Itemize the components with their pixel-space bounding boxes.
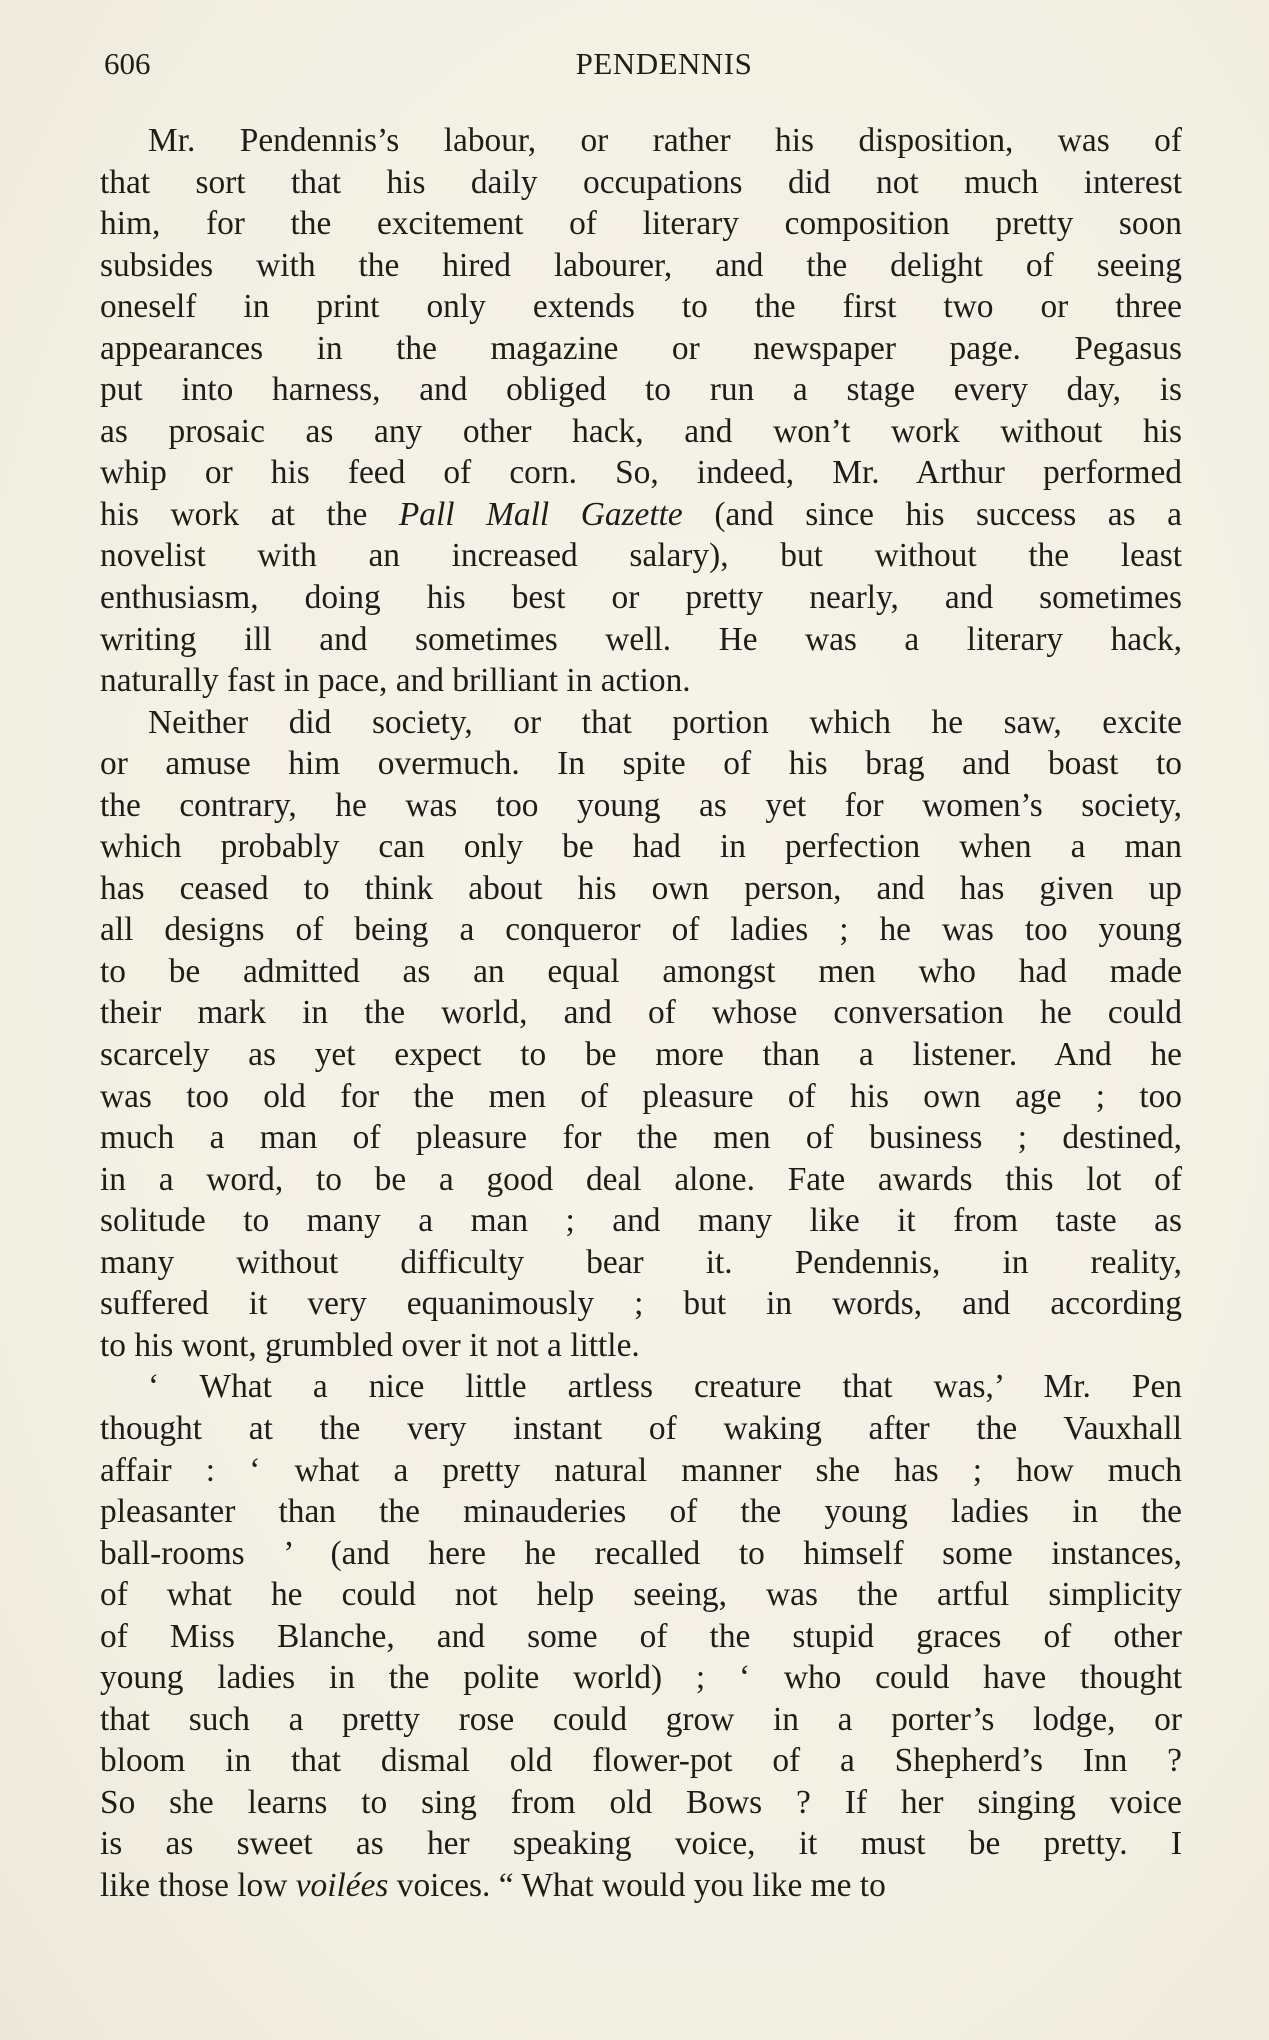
text-line: Mr. Pendennis’s labour, or rather his disposition, was of (148, 122, 1182, 159)
text-line: suffered it very equanimously ; but in words, and according (100, 1285, 1182, 1323)
text-segment: his work at the (100, 495, 399, 533)
text-line: young ladies in the polite world) ; ‘ who could have thought (100, 1659, 1182, 1697)
text-line: So she learns to sing from old Bows ? If her singing voice (100, 1783, 1182, 1821)
text-line: novelist with an increased salary), but without the least (100, 537, 1182, 575)
text-line: enthusiasm, doing his best or pretty nearly, and sometimes (100, 579, 1182, 617)
text-line: as prosaic as any other hack, and won’t work without his (100, 412, 1182, 450)
text-line: the contrary, he was too young as yet for women’s society, (100, 786, 1182, 824)
page-number: 606 (104, 46, 151, 81)
text-line: affair : ‘ what a pretty natural manner she has ; how much (100, 1451, 1182, 1489)
text-line: oneself in print only extends to the first two or three (100, 288, 1182, 326)
text-line: in a word, to be a good deal alone. Fate awards this lot of (100, 1160, 1182, 1198)
text-line: many without difficulty bear it. Pendennis, in reality, (100, 1243, 1182, 1281)
text-line: appearances in the magazine or newspaper page. Pegasus (100, 329, 1182, 367)
text-segment: voices. “ What would you like me to (388, 1866, 886, 1904)
running-title: PENDENNIS (575, 46, 753, 81)
text-line: ball-rooms ’ (and here he recalled to himself some instances, (100, 1534, 1182, 1572)
text-line: pleasanter than the minauderies of the young ladies in the (100, 1493, 1182, 1531)
text-line: that sort that his daily occupations did not much interest (100, 163, 1182, 201)
text-line: has ceased to think about his own person, and has given up (100, 869, 1182, 907)
italic-title: voilées (295, 1866, 389, 1904)
text-line: solitude to many a man ; and many like it from taste as (100, 1202, 1182, 1240)
text-line: naturally fast in pace, and brilliant in action. (100, 662, 691, 700)
text-line: whip or his feed of corn. So, indeed, Mr. Arthur performed (100, 454, 1182, 492)
text-line: bloom in that dismal old flower-pot of a Shepherd’s Inn ? (100, 1742, 1182, 1780)
text-line: their mark in the world, and of whose conversation he could (100, 994, 1182, 1032)
running-head (104, 44, 1184, 84)
text-line: thought at the very instant of waking after the Vauxhall (100, 1409, 1182, 1447)
text-line (100, 494, 1182, 536)
text-line: writing ill and sometimes well. He was a literary hack, (100, 620, 1182, 658)
text-line: scarcely as yet expect to be more than a listener. And he (100, 1036, 1182, 1074)
text-line (100, 1865, 1182, 1907)
text-line: is as sweet as her speaking voice, it must be pretty. I (100, 1825, 1182, 1863)
text-line: Neither did society, or that portion which he saw, excite (148, 703, 1182, 741)
text-line: much a man of pleasure for the men of business ; destined, (100, 1119, 1182, 1157)
body-text (100, 120, 1182, 1907)
text-line: to be admitted as an equal amongst men who had made (100, 952, 1182, 990)
text-line: ‘ What a nice little artless creature that was,’ Mr. Pen (148, 1368, 1182, 1406)
text-line: which probably can only be had in perfection when a man (100, 828, 1182, 866)
text-line: that such a pretty rose could grow in a porter’s lodge, or (100, 1700, 1182, 1738)
text-segment: like those low (100, 1866, 296, 1904)
text-segment: (and since his success as a (682, 495, 1183, 533)
text-line: or amuse him overmuch. In spite of his brag and boast to (100, 745, 1182, 783)
italic-title: Pall Mall Gazette (398, 495, 683, 533)
text-line: to his wont, grumbled over it not a little. (100, 1326, 640, 1364)
text-line: put into harness, and obliged to run a stage every day, is (100, 371, 1182, 409)
text-line: of what he could not help seeing, was the artful simplicity (100, 1576, 1182, 1614)
text-line: was too old for the men of pleasure of his own age ; too (100, 1077, 1182, 1115)
text-line: of Miss Blanche, and some of the stupid graces of other (100, 1617, 1182, 1655)
text-line: him, for the excitement of literary composition pretty soon (100, 205, 1182, 243)
text-line: all designs of being a conqueror of ladies ; he was too young (100, 911, 1182, 949)
text-line: subsides with the hired labourer, and the delight of seeing (100, 246, 1182, 284)
